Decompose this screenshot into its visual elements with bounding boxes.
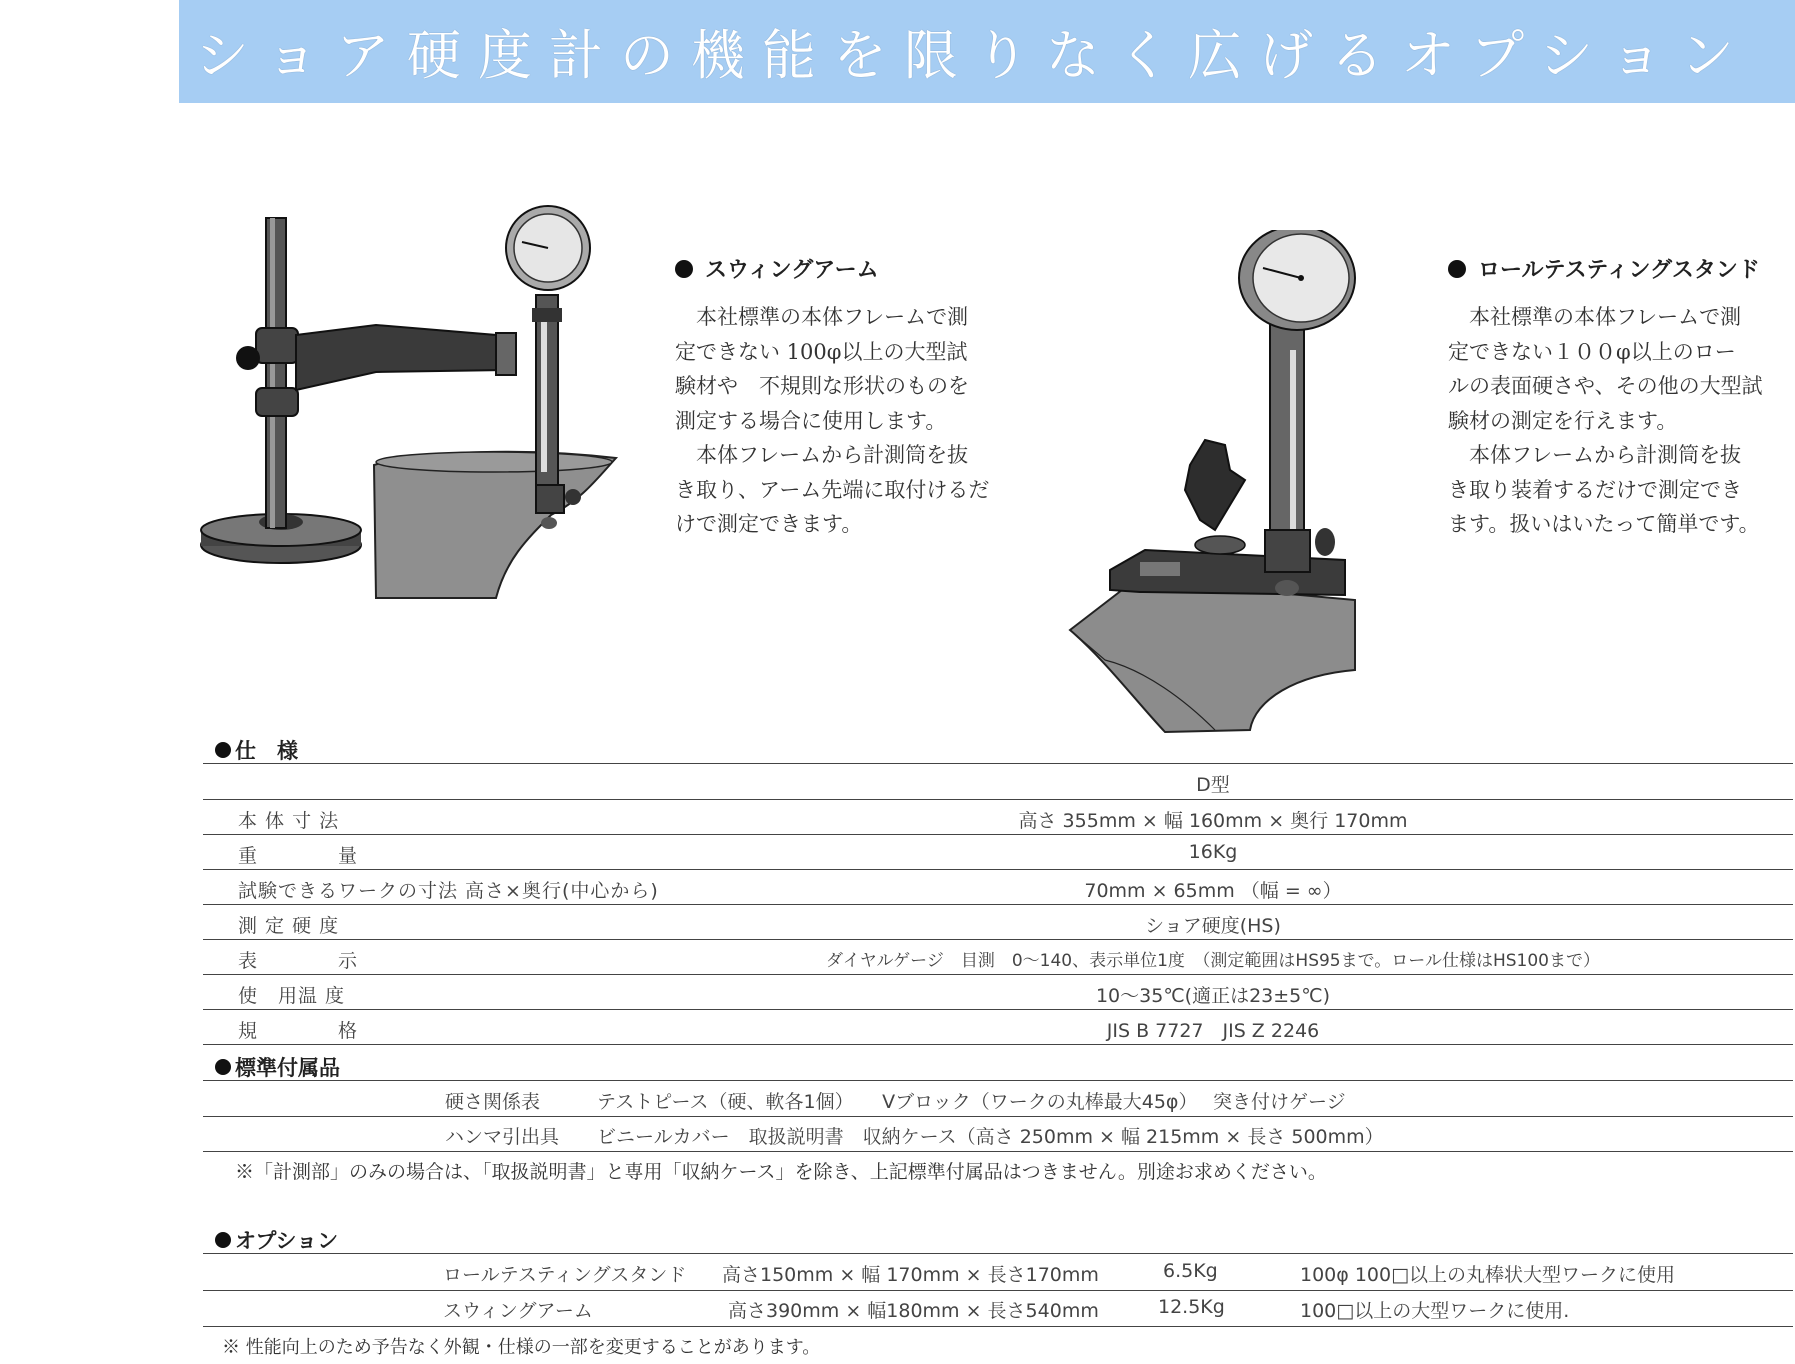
- table-rule: [203, 1116, 1793, 1117]
- swing-arm-title: スウィングアーム: [675, 253, 879, 284]
- table-row: [203, 940, 1793, 975]
- table-row: [203, 800, 1793, 835]
- option-size: 高さ390mm × 幅180mm × 長さ540mm: [728, 1300, 1099, 1322]
- table-rule: [203, 1253, 1793, 1254]
- accessory-list: 硬さ関係表 テストピース（硬、軟各1個） Vブロック（ワークの丸棒最大45φ） 突き付けゲージ: [445, 1091, 1346, 1113]
- spec-value: 16Kg: [1188, 841, 1238, 863]
- spec-label: 使 用温 度: [238, 985, 346, 1007]
- option-size: 高さ150mm × 幅 170mm × 長さ170mm: [722, 1264, 1099, 1286]
- spec-label: 規 格: [238, 1020, 359, 1042]
- bullet-icon: [215, 742, 231, 758]
- bullet-icon: [215, 1059, 231, 1075]
- option-name: スウィングアーム: [443, 1300, 593, 1322]
- table-rule: [203, 1080, 1793, 1081]
- roll-stand-illustration: [1065, 230, 1375, 735]
- bullet-icon: [675, 260, 693, 278]
- bullet-icon: [215, 1232, 231, 1248]
- table-row: [203, 905, 1793, 940]
- table-row: [203, 835, 1793, 870]
- page-title: ショア硬度計の機能を限りなく広げるオプション: [195, 24, 1752, 87]
- options-section-title: オプション: [215, 1225, 338, 1255]
- table-row: [203, 1010, 1793, 1045]
- spec-value: 10～35℃(適正は23±5℃): [1095, 985, 1331, 1007]
- swing-arm-illustration: [196, 200, 626, 605]
- option-weight: 12.5Kg: [1158, 1296, 1225, 1318]
- table-row: [203, 975, 1793, 1010]
- table-row: [203, 870, 1793, 905]
- table-rule: [203, 1151, 1793, 1152]
- table-rule: [203, 1044, 1793, 1045]
- spec-model: D型: [1196, 774, 1230, 796]
- option-use: 100□以上の大型ワークに使用.: [1300, 1300, 1570, 1322]
- footnote: ※ 性能向上のため予告なく外観・仕様の一部を変更することがあります。: [222, 1337, 821, 1358]
- spec-value: ショア硬度(HS): [1145, 915, 1281, 937]
- page-banner: [179, 0, 1795, 103]
- table-rule: [203, 1326, 1793, 1327]
- spec-value: JIS B 7727 JIS Z 2246: [1106, 1020, 1320, 1042]
- spec-value: 高さ 355mm × 幅 160mm × 奥行 170mm: [1018, 810, 1408, 832]
- option-use: 100φ 100□以上の丸棒状大型ワークに使用: [1300, 1264, 1676, 1286]
- spec-value: 70mm × 65mm （幅 = ∞）: [1084, 880, 1342, 902]
- table-rule: [203, 1290, 1793, 1291]
- roll-stand-description: 本社標準の本体フレームで測 定できない１００φ以上のロー ルの表面硬さや、その他の大型試 験材の測定を行えます。 本体フレームから計測筒を抜 き取り装着するだけで測定でき ます。扱いはいたって簡単です。: [1448, 305, 1763, 536]
- swing-arm-description: 本社標準の本体フレームで測 定できない 100φ以上の大型試 験材や 不規則な形状のものを 測定する場合に使用します。 本体フレームから計測筒を抜 き取り、アーム先端に取付けるだ けで測定できます。: [675, 305, 990, 536]
- spec-label: 本 体 寸 法: [238, 810, 340, 832]
- option-weight: 6.5Kg: [1163, 1260, 1218, 1282]
- roll-stand-title: ロールテスティングスタンド: [1448, 253, 1760, 284]
- option-name: ロールテスティングスタンド: [443, 1264, 687, 1286]
- spec-label: 重 量: [238, 845, 359, 867]
- bullet-icon: [1448, 260, 1466, 278]
- spec-section-title: 仕 様: [215, 735, 298, 765]
- accessory-note: ※「計測部」のみの場合は、「取扱説明書」と専用「収納ケース」を除き、上記標準付属品はつきません。別途お求めください。: [235, 1161, 1327, 1183]
- spec-header-row: [203, 764, 1793, 799]
- spec-value: ダイヤルゲージ 目測 0～140、表示単位1度 （測定範囲はHS95まで。ロール仕様はHS100まで）: [826, 951, 1600, 971]
- spec-label: 表 示: [238, 950, 359, 972]
- spec-label: 試験できるワークの寸法 高さ×奥行(中心から): [238, 880, 659, 902]
- accessories-section-title: 標準付属品: [215, 1052, 340, 1082]
- spec-label: 測 定 硬 度: [238, 915, 340, 937]
- accessory-list: ハンマ引出具 ビニールカバー 取扱説明書 収納ケース（高さ 250mm × 幅 215mm × 長さ 500mm）: [445, 1126, 1384, 1148]
